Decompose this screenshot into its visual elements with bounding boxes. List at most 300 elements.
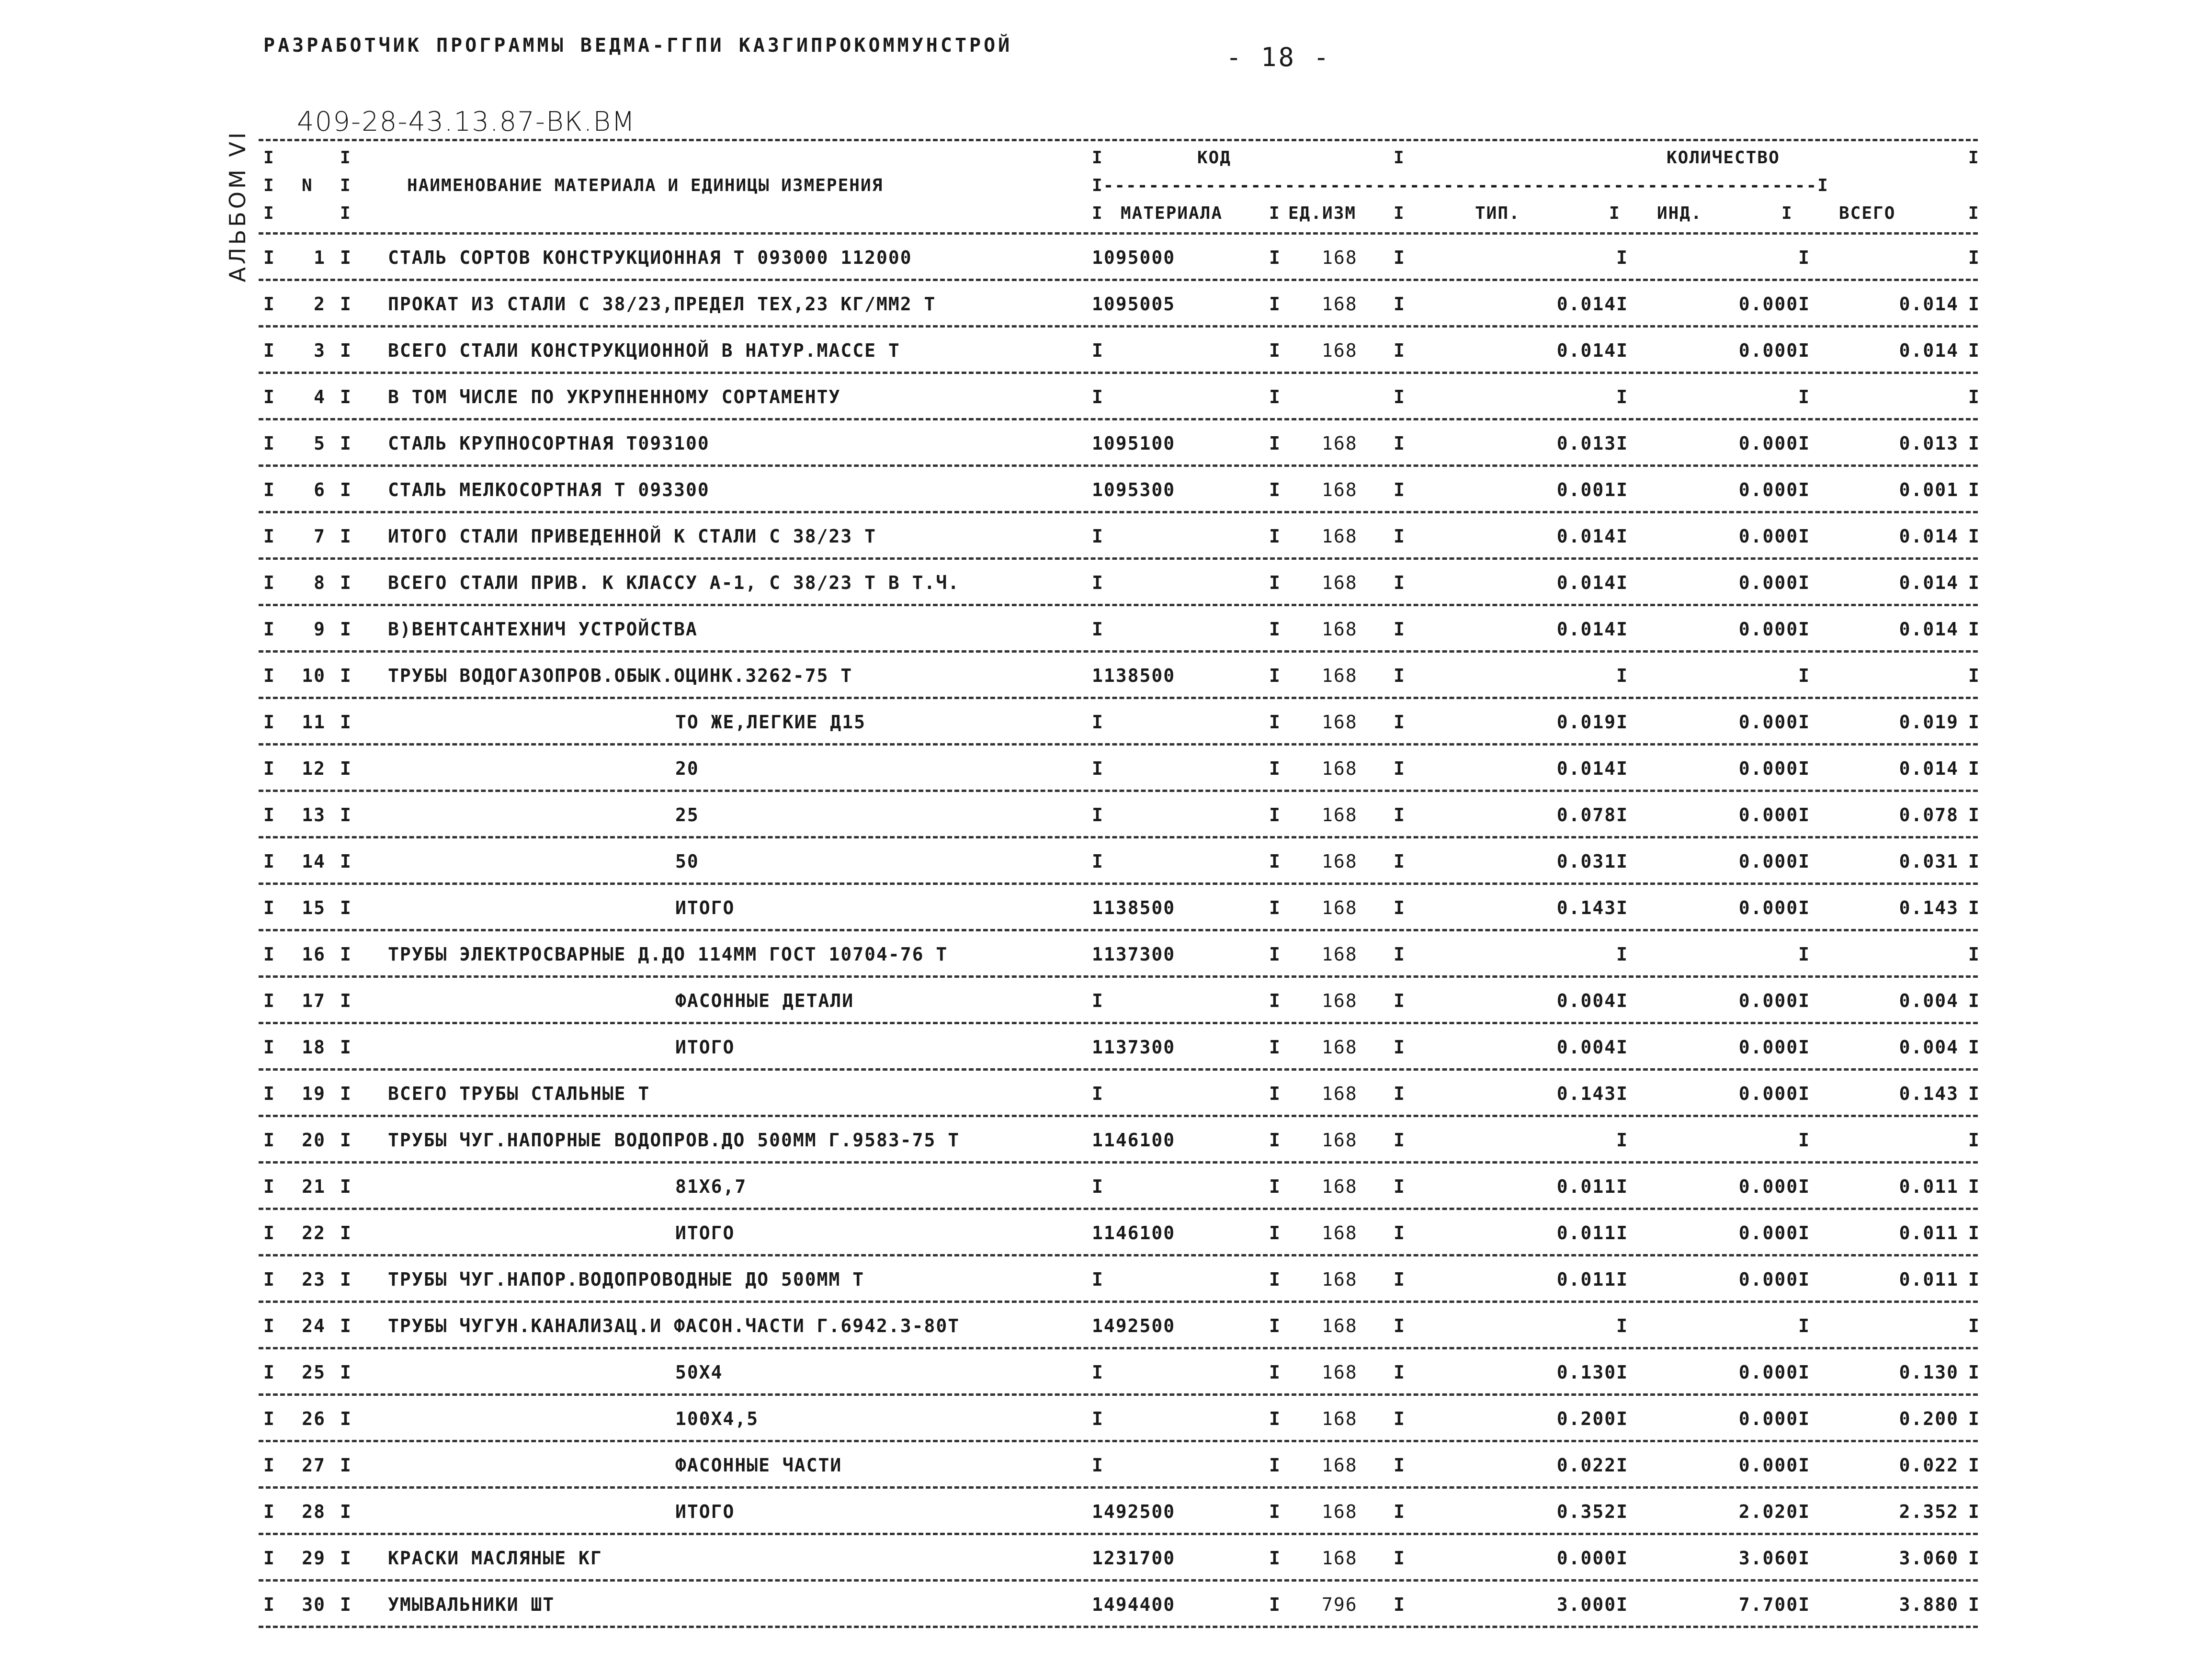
- row-separator: I: [1968, 247, 1980, 268]
- row-separator: I: [263, 897, 275, 918]
- header-sep: I: [1968, 204, 1980, 223]
- material-code: 1138500: [1092, 897, 1176, 918]
- row-separator: I: [1269, 479, 1281, 500]
- row-separator: I: [263, 294, 275, 315]
- row-separator: I: [340, 340, 352, 361]
- qty-type: 0.078I: [1556, 804, 1628, 826]
- qty-total: 0.014: [1899, 340, 1959, 361]
- table-row: [259, 931, 1978, 978]
- row-number: 18: [302, 1037, 326, 1058]
- qty-individual: 0.000I: [1738, 1176, 1810, 1197]
- row-separator: I: [1968, 758, 1980, 779]
- table-row: [259, 513, 1978, 560]
- row-separator: I: [263, 433, 275, 454]
- header-code-group: КОД: [1197, 148, 1232, 168]
- row-separator: I: [340, 1037, 352, 1058]
- row-separator: I: [1968, 1130, 1980, 1151]
- row-number: 14: [302, 851, 326, 872]
- row-separator: I: [1968, 1176, 1980, 1197]
- row-separator: I: [340, 572, 352, 593]
- material-name: УМЫВАЛЬНИКИ ШТ: [388, 1594, 555, 1615]
- row-separator: I: [1092, 758, 1104, 779]
- row-separator: I: [1394, 1269, 1406, 1290]
- table-row: [259, 792, 1978, 838]
- qty-individual: 0.000I: [1738, 1222, 1810, 1244]
- material-name: ФАСОННЫЕ ЧАСТИ: [675, 1455, 842, 1476]
- qty-individual: 0.000I: [1738, 1408, 1810, 1429]
- materials-table: [259, 139, 1978, 1628]
- row-separator: I: [1394, 1130, 1406, 1151]
- row-separator: I: [1092, 712, 1104, 733]
- row-separator: I: [1394, 572, 1406, 593]
- material-name: В)ВЕНТСАНТЕХНИЧ УСТРОЙСТВА: [388, 619, 698, 640]
- row-separator: I: [1968, 897, 1980, 918]
- row-separator: I: [340, 1130, 352, 1151]
- qty-individual: 0.000I: [1738, 990, 1810, 1011]
- row-number: 19: [302, 1083, 326, 1104]
- header-qty-group: КОЛИЧЕСТВО: [1667, 148, 1780, 168]
- row-number: 2: [314, 294, 326, 315]
- table-row: [259, 1024, 1978, 1071]
- material-name: ТО ЖЕ,ЛЕГКИЕ Д15: [675, 712, 866, 733]
- row-number: 23: [302, 1269, 326, 1290]
- organization-header: РАЗРАБОТЧИК ПРОГРАММЫ ВЕДМА-ГГПИ КАЗГИПРОКОММУНСТРОЙ: [263, 34, 1013, 57]
- row-separator: I: [340, 897, 352, 918]
- row-separator: I: [340, 1408, 352, 1429]
- qty-total: 0.011: [1899, 1176, 1959, 1197]
- row-separator: I: [263, 758, 275, 779]
- qty-type: 0.022I: [1556, 1455, 1628, 1476]
- row-separator: I: [1968, 1315, 1980, 1336]
- row-separator: I: [1968, 1501, 1980, 1522]
- row-separator: I: [1394, 1548, 1406, 1569]
- row-separator: I: [263, 665, 275, 686]
- row-separator: I: [1269, 804, 1281, 826]
- material-name: ТРУБЫ ВОДОГАЗОПРОВ.ОБЫК.ОЦИНК.3262-75 Т: [388, 665, 853, 686]
- qty-individual: 0.000I: [1738, 294, 1810, 315]
- row-separator: I: [1968, 572, 1980, 593]
- qty-individual: 0.000I: [1738, 572, 1810, 593]
- qty-type: 0.014I: [1556, 572, 1628, 593]
- row-separator: I: [263, 944, 275, 965]
- material-name: ТРУБЫ ЧУГУН.КАНАЛИЗАЦ.И ФАСОН.ЧАСТИ Г.6942.3-80Т: [388, 1315, 960, 1336]
- row-separator: I: [1269, 572, 1281, 593]
- table-row: [259, 281, 1978, 328]
- row-separator: I: [1269, 758, 1281, 779]
- qty-type: 0.019I: [1556, 712, 1628, 733]
- row-separator: I: [1269, 1501, 1281, 1522]
- material-code: 1095005: [1092, 294, 1176, 315]
- header-sep: I---------------------------------------------------------------I: [1092, 176, 1829, 195]
- unit-code: 168: [1322, 758, 1358, 779]
- unit-code: 168: [1322, 1315, 1358, 1336]
- table-row: [259, 1582, 1978, 1628]
- unit-code: 796: [1322, 1594, 1358, 1615]
- row-separator: I: [263, 619, 275, 640]
- qty-individual: 7.700I: [1738, 1594, 1810, 1615]
- row-number: 29: [302, 1548, 326, 1569]
- row-separator: I: [1092, 804, 1104, 826]
- row-separator: I: [1394, 990, 1406, 1011]
- header-qty-total: ВСЕГО: [1839, 204, 1896, 223]
- qty-individual: 0.000I: [1738, 1269, 1810, 1290]
- qty-individual: 0.000I: [1738, 619, 1810, 640]
- unit-code: 168: [1322, 944, 1358, 965]
- header-num: N: [302, 176, 313, 195]
- table-row: [259, 1210, 1978, 1256]
- row-separator: I: [1968, 340, 1980, 361]
- row-separator: I: [1968, 526, 1980, 547]
- row-separator: I: [1968, 1362, 1980, 1383]
- header-sep: I: [1269, 204, 1281, 223]
- material-name: В ТОМ ЧИСЛЕ ПО УКРУПНЕННОМУ СОРТАМЕНТУ: [388, 386, 841, 407]
- row-separator: I: [1092, 1176, 1104, 1197]
- material-code: 1137300: [1092, 1037, 1176, 1058]
- qty-individual: I: [1798, 665, 1810, 686]
- row-separator: I: [1968, 1269, 1980, 1290]
- row-separator: I: [263, 1176, 275, 1197]
- qty-individual: 3.060I: [1738, 1548, 1810, 1569]
- header-sep: I: [263, 176, 275, 195]
- row-separator: I: [1394, 1315, 1406, 1336]
- unit-code: 168: [1322, 1548, 1358, 1569]
- row-separator: I: [263, 1548, 275, 1569]
- table-row: [259, 1396, 1978, 1442]
- material-name: 100Х4,5: [675, 1408, 759, 1429]
- unit-code: 168: [1322, 851, 1358, 872]
- unit-code: 168: [1322, 1362, 1358, 1383]
- qty-type: 0.014I: [1556, 619, 1628, 640]
- row-separator: I: [1092, 990, 1104, 1011]
- row-separator: I: [1968, 1083, 1980, 1104]
- row-separator: I: [1968, 1455, 1980, 1476]
- table-row: [259, 1071, 1978, 1117]
- table-row: [259, 606, 1978, 653]
- qty-individual: 0.000I: [1738, 1083, 1810, 1104]
- qty-individual: 0.000I: [1738, 804, 1810, 826]
- row-separator: I: [1394, 1362, 1406, 1383]
- qty-total: 0.143: [1899, 897, 1959, 918]
- row-separator: I: [263, 1037, 275, 1058]
- row-number: 21: [302, 1176, 326, 1197]
- qty-total: 0.031: [1899, 851, 1959, 872]
- row-number: 27: [302, 1455, 326, 1476]
- row-separator: I: [1092, 1408, 1104, 1429]
- qty-type: 0.004I: [1556, 990, 1628, 1011]
- unit-code: 168: [1322, 1269, 1358, 1290]
- material-name: ИТОГО: [675, 1501, 735, 1522]
- album-label: [224, 129, 251, 283]
- header-sep: I: [340, 148, 352, 168]
- material-code: 1492500: [1092, 1315, 1176, 1336]
- row-separator: I: [340, 804, 352, 826]
- qty-type: 0.352I: [1556, 1501, 1628, 1522]
- row-separator: I: [1092, 572, 1104, 593]
- qty-type: 3.000I: [1556, 1594, 1628, 1615]
- qty-total: 0.130: [1899, 1362, 1959, 1383]
- row-separator: I: [1269, 294, 1281, 315]
- material-code: 1095300: [1092, 479, 1176, 500]
- row-separator: I: [340, 851, 352, 872]
- album-label-text: АЛЬБОМ VI: [225, 129, 250, 283]
- row-separator: I: [1092, 1362, 1104, 1383]
- row-separator: I: [1394, 340, 1406, 361]
- unit-code: 168: [1322, 479, 1358, 500]
- row-separator: I: [1968, 433, 1980, 454]
- qty-type: I: [1616, 386, 1628, 407]
- row-separator: I: [1092, 386, 1104, 407]
- row-separator: I: [1968, 1037, 1980, 1058]
- row-separator: I: [1394, 619, 1406, 640]
- material-name: СТАЛЬ СОРТОВ КОНСТРУКЦИОННАЯ Т 093000 112000: [388, 247, 912, 268]
- row-separator: I: [1092, 1269, 1104, 1290]
- qty-individual: 0.000I: [1738, 712, 1810, 733]
- row-separator: I: [1968, 1548, 1980, 1569]
- row-separator: I: [1394, 526, 1406, 547]
- material-name: ВСЕГО СТАЛИ ПРИВ. К КЛАССУ А-1, С 38/23 Т В Т.Ч.: [388, 572, 960, 593]
- qty-individual: 0.000I: [1738, 758, 1810, 779]
- unit-code: 168: [1322, 1455, 1358, 1476]
- row-number: 4: [314, 386, 326, 407]
- row-separator: I: [1269, 990, 1281, 1011]
- qty-type: 0.031I: [1556, 851, 1628, 872]
- unit-code: 168: [1322, 897, 1358, 918]
- row-number: 15: [302, 897, 326, 918]
- row-separator: I: [1269, 851, 1281, 872]
- unit-code: 168: [1322, 526, 1358, 547]
- row-separator: I: [263, 340, 275, 361]
- header-sep: I: [340, 176, 352, 195]
- row-separator: I: [1269, 247, 1281, 268]
- qty-total: 0.014: [1899, 758, 1959, 779]
- qty-type: 0.013I: [1556, 433, 1628, 454]
- qty-total: 0.078: [1899, 804, 1959, 826]
- table-row: [259, 885, 1978, 931]
- material-code: 1146100: [1092, 1222, 1176, 1244]
- row-separator: I: [1968, 944, 1980, 965]
- row-separator: I: [263, 1594, 275, 1615]
- row-separator: I: [263, 712, 275, 733]
- row-separator: I: [263, 851, 275, 872]
- qty-individual: I: [1798, 1315, 1810, 1336]
- row-number: 1: [314, 247, 326, 268]
- qty-total: 2.352: [1899, 1501, 1959, 1522]
- row-number: 24: [302, 1315, 326, 1336]
- qty-type: 0.014I: [1556, 758, 1628, 779]
- row-number: 3: [314, 340, 326, 361]
- row-separator: I: [263, 1222, 275, 1244]
- material-name: ПРОКАТ ИЗ СТАЛИ С 38/23,ПРЕДЕЛ ТЕХ,23 КГ/ММ2 Т: [388, 294, 936, 315]
- row-separator: I: [340, 294, 352, 315]
- row-separator: I: [1269, 433, 1281, 454]
- row-separator: I: [1269, 619, 1281, 640]
- material-name: ТРУБЫ ЭЛЕКТРОСВАРНЫЕ Д.ДО 114ММ ГОСТ 10704-76 Т: [388, 944, 948, 965]
- row-number: 11: [302, 712, 326, 733]
- row-separator: I: [1269, 340, 1281, 361]
- row-separator: I: [1394, 851, 1406, 872]
- row-separator: I: [1968, 479, 1980, 500]
- row-separator: I: [263, 479, 275, 500]
- row-separator: I: [1269, 1315, 1281, 1336]
- qty-individual: I: [1798, 944, 1810, 965]
- row-number: 20: [302, 1130, 326, 1151]
- table-row: [259, 328, 1978, 374]
- qty-type: 0.000I: [1556, 1548, 1628, 1569]
- row-number: 28: [302, 1501, 326, 1522]
- qty-individual: 0.000I: [1738, 1455, 1810, 1476]
- row-number: 30: [302, 1594, 326, 1615]
- material-code: 1492500: [1092, 1501, 1176, 1522]
- header-sep: I: [1092, 204, 1103, 223]
- row-separator: I: [1269, 1037, 1281, 1058]
- row-separator: I: [1968, 1594, 1980, 1615]
- table-row: [259, 420, 1978, 467]
- unit-code: 168: [1322, 294, 1358, 315]
- row-separator: I: [1394, 665, 1406, 686]
- unit-code: 168: [1322, 665, 1358, 686]
- unit-code: 168: [1322, 990, 1358, 1011]
- row-separator: I: [1269, 1408, 1281, 1429]
- row-separator: I: [1269, 1594, 1281, 1615]
- qty-individual: I: [1798, 386, 1810, 407]
- material-name: ВСЕГО СТАЛИ КОНСТРУКЦИОННОЙ В НАТУР.МАССЕ Т: [388, 340, 900, 361]
- material-name: ИТОГО: [675, 897, 735, 918]
- header-sep: I: [1781, 204, 1793, 223]
- row-separator: I: [1394, 1455, 1406, 1476]
- material-name: 50: [675, 851, 699, 872]
- table-row: [259, 653, 1978, 699]
- row-separator: I: [340, 526, 352, 547]
- qty-type: 0.014I: [1556, 526, 1628, 547]
- qty-individual: 2.020I: [1738, 1501, 1810, 1522]
- unit-code: 168: [1322, 433, 1358, 454]
- material-code: 1231700: [1092, 1548, 1176, 1569]
- header-sep: I: [1092, 148, 1103, 168]
- row-number: 25: [302, 1362, 326, 1383]
- row-separator: I: [1394, 1176, 1406, 1197]
- row-separator: I: [340, 247, 352, 268]
- qty-total: 0.014: [1899, 619, 1959, 640]
- material-name: ВСЕГО ТРУБЫ СТАЛЬНЫЕ Т: [388, 1083, 650, 1104]
- row-separator: I: [263, 804, 275, 826]
- qty-individual: 0.000I: [1738, 851, 1810, 872]
- header-sep: I: [1968, 148, 1980, 168]
- row-separator: I: [340, 1362, 352, 1383]
- row-separator: I: [340, 1501, 352, 1522]
- row-separator: I: [1968, 851, 1980, 872]
- qty-total: 0.011: [1899, 1222, 1959, 1244]
- row-separator: I: [1092, 1455, 1104, 1476]
- table-row: [259, 1256, 1978, 1303]
- row-separator: I: [1269, 1130, 1281, 1151]
- qty-total: 0.022: [1899, 1455, 1959, 1476]
- row-separator: I: [1394, 1037, 1406, 1058]
- row-separator: I: [1968, 665, 1980, 686]
- row-separator: I: [340, 1455, 352, 1476]
- row-separator: I: [1968, 294, 1980, 315]
- material-name: КРАСКИ МАСЛЯНЫЕ КГ: [388, 1548, 602, 1569]
- qty-individual: 0.000I: [1738, 1362, 1810, 1383]
- row-separator: I: [1394, 294, 1406, 315]
- row-separator: I: [340, 433, 352, 454]
- row-separator: I: [1269, 1362, 1281, 1383]
- unit-code: 168: [1322, 1222, 1358, 1244]
- qty-individual: 0.000I: [1738, 340, 1810, 361]
- row-separator: I: [1269, 526, 1281, 547]
- qty-individual: 0.000I: [1738, 897, 1810, 918]
- header-sep: I: [1394, 204, 1405, 223]
- unit-code: 168: [1322, 1501, 1358, 1522]
- row-separator: I: [1269, 712, 1281, 733]
- unit-code: 168: [1322, 1176, 1358, 1197]
- table-row: [259, 1442, 1978, 1489]
- row-separator: I: [1968, 386, 1980, 407]
- row-separator: I: [340, 944, 352, 965]
- qty-type: 0.011I: [1556, 1176, 1628, 1197]
- header-qty-type: ТИП.: [1475, 204, 1520, 223]
- row-separator: I: [1269, 1269, 1281, 1290]
- header-sep: I: [1609, 204, 1621, 223]
- row-separator: I: [340, 990, 352, 1011]
- row-separator: I: [263, 1501, 275, 1522]
- qty-total: 0.013: [1899, 433, 1959, 454]
- qty-type: 0.143I: [1556, 897, 1628, 918]
- unit-code: 168: [1322, 247, 1358, 268]
- material-name: ТРУБЫ ЧУГ.НАПОР.ВОДОПРОВОДНЫЕ ДО 500ММ Т: [388, 1269, 865, 1290]
- table-header: [259, 141, 1978, 232]
- material-name: СТАЛЬ КРУПНОСОРТНАЯ Т093100: [388, 433, 710, 454]
- table-row: [259, 1535, 1978, 1582]
- row-separator: I: [1394, 247, 1406, 268]
- qty-type: I: [1616, 665, 1628, 686]
- qty-type: 0.004I: [1556, 1037, 1628, 1058]
- qty-total: 0.200: [1899, 1408, 1959, 1429]
- qty-type: 0.014I: [1556, 340, 1628, 361]
- material-name: ТРУБЫ ЧУГ.НАПОРНЫЕ ВОДОПРОВ.ДО 500ММ Г.9583-75 Т: [388, 1130, 960, 1151]
- unit-code: 168: [1322, 619, 1358, 640]
- row-number: 5: [314, 433, 326, 454]
- row-separator: I: [1394, 758, 1406, 779]
- header-sep: I: [340, 204, 352, 223]
- row-number: 26: [302, 1408, 326, 1429]
- table-row: [259, 1349, 1978, 1396]
- row-separator: I: [1968, 804, 1980, 826]
- row-separator: I: [1968, 1408, 1980, 1429]
- qty-total: 0.014: [1899, 294, 1959, 315]
- row-separator: I: [1269, 897, 1281, 918]
- qty-type: I: [1616, 944, 1628, 965]
- row-separator: I: [1394, 1083, 1406, 1104]
- material-code: 1138500: [1092, 665, 1176, 686]
- page-number: - 18 -: [1226, 42, 1331, 72]
- unit-code: 168: [1322, 340, 1358, 361]
- qty-type: 0.143I: [1556, 1083, 1628, 1104]
- qty-total: 0.019: [1899, 712, 1959, 733]
- row-separator: I: [1968, 990, 1980, 1011]
- qty-type: I: [1616, 1315, 1628, 1336]
- material-name: 20: [675, 758, 699, 779]
- row-separator: I: [340, 619, 352, 640]
- row-separator: I: [340, 758, 352, 779]
- header-qty-ind: ИНД.: [1657, 204, 1702, 223]
- qty-total: 0.004: [1899, 990, 1959, 1011]
- row-separator: I: [1269, 1176, 1281, 1197]
- row-separator: I: [340, 1269, 352, 1290]
- row-separator: I: [263, 990, 275, 1011]
- row-separator: I: [1394, 433, 1406, 454]
- document-code: 409-28-43.13.87-ВК.ВМ: [297, 106, 636, 137]
- qty-individual: 0.000I: [1738, 433, 1810, 454]
